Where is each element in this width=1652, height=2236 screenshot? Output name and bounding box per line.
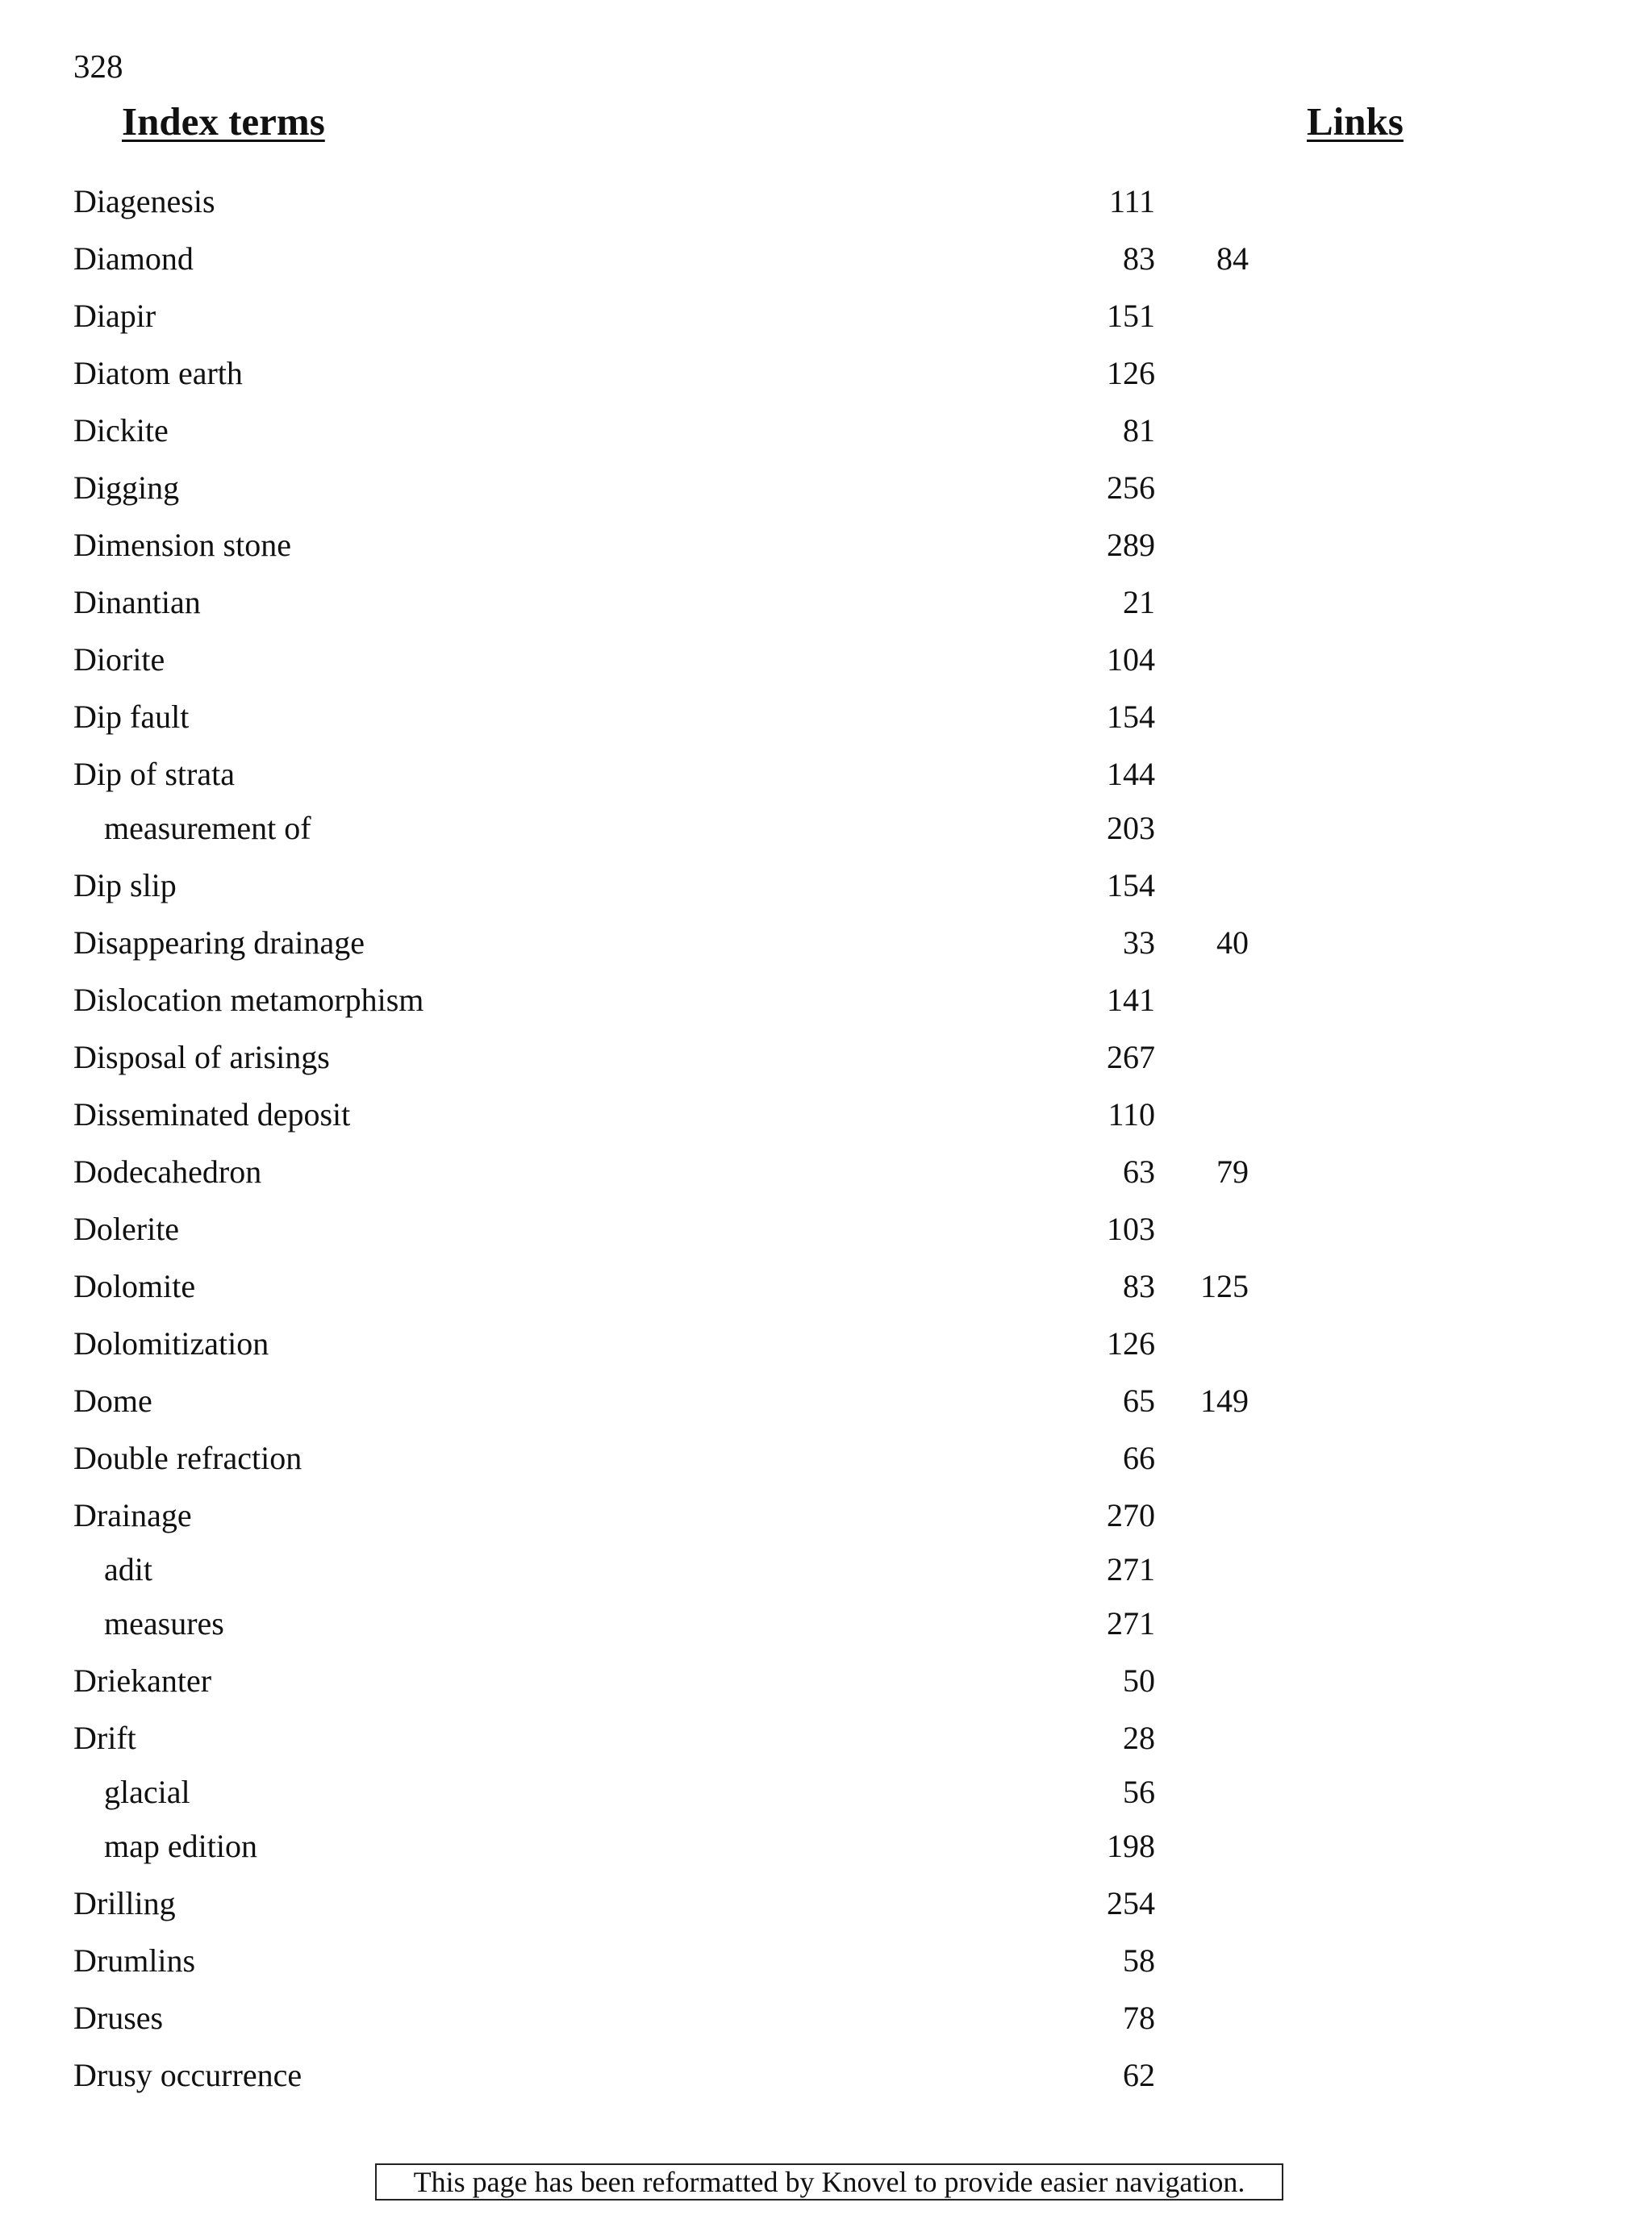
index-term: Disappearing drainage bbox=[73, 924, 365, 961]
index-term: map edition bbox=[104, 1828, 257, 1864]
page-link[interactable]: 103 bbox=[1107, 1211, 1155, 1247]
page-link[interactable]: 62 bbox=[1123, 2057, 1155, 2093]
index-entry bbox=[0, 752, 1652, 797]
index-term: Diatom earth bbox=[73, 355, 243, 391]
index-entry bbox=[0, 1092, 1652, 1137]
index-subentry bbox=[0, 806, 1652, 851]
index-subentry bbox=[0, 1824, 1652, 1869]
index-term: Drusy occurrence bbox=[73, 2057, 302, 2093]
index-term: Diagenesis bbox=[73, 183, 215, 219]
page-link[interactable]: 63 bbox=[1123, 1153, 1155, 1190]
page-link[interactable]: 50 bbox=[1123, 1662, 1155, 1699]
index-term: Dome bbox=[73, 1383, 152, 1419]
page-link[interactable]: 111 bbox=[1108, 183, 1155, 219]
page-link[interactable]: 56 bbox=[1123, 1774, 1155, 1810]
index-entry bbox=[0, 1379, 1652, 1424]
page-link[interactable]: 126 bbox=[1107, 1325, 1155, 1362]
index-subentry bbox=[0, 1770, 1652, 1815]
page-link[interactable]: 33 bbox=[1123, 924, 1155, 961]
index-entry bbox=[0, 1996, 1652, 2041]
page-link[interactable]: 65 bbox=[1123, 1383, 1155, 1419]
page-link[interactable]: 79 bbox=[1216, 1153, 1249, 1190]
page-link[interactable]: 66 bbox=[1123, 1440, 1155, 1476]
index-term: Dolomitization bbox=[73, 1325, 269, 1362]
index-term: Drift bbox=[73, 1720, 136, 1756]
index-term: Disposal of arisings bbox=[73, 1039, 330, 1075]
page-link[interactable]: 83 bbox=[1123, 1268, 1155, 1304]
index-entry bbox=[0, 1938, 1652, 1984]
page-link[interactable]: 126 bbox=[1107, 355, 1155, 391]
page-link[interactable]: 154 bbox=[1107, 867, 1155, 903]
index-entry bbox=[0, 351, 1652, 396]
links-header: Links bbox=[1307, 99, 1404, 144]
page-link[interactable]: 289 bbox=[1107, 527, 1155, 563]
index-entry bbox=[0, 465, 1652, 511]
index-term: measurement of bbox=[104, 810, 311, 846]
index-entry bbox=[0, 1264, 1652, 1309]
index-term: Disseminated deposit bbox=[73, 1096, 351, 1133]
index-entry bbox=[0, 978, 1652, 1023]
index-term: Drilling bbox=[73, 1885, 176, 1921]
index-term: Diamond bbox=[73, 240, 194, 277]
index-entry bbox=[0, 1658, 1652, 1704]
page-link[interactable]: 198 bbox=[1107, 1828, 1155, 1864]
index-subentry bbox=[0, 1601, 1652, 1646]
page-link[interactable]: 203 bbox=[1107, 810, 1155, 846]
index-entry bbox=[0, 580, 1652, 625]
index-term: measures bbox=[104, 1605, 224, 1642]
index-term: adit bbox=[104, 1551, 152, 1587]
index-entry bbox=[0, 408, 1652, 453]
index-term: Dip slip bbox=[73, 867, 177, 903]
page-link[interactable]: 144 bbox=[1107, 756, 1155, 792]
index-entry bbox=[0, 1321, 1652, 1366]
page-link[interactable]: 84 bbox=[1216, 240, 1249, 277]
index-entry bbox=[0, 1716, 1652, 1761]
page-link[interactable]: 104 bbox=[1107, 641, 1155, 678]
page-link[interactable]: 149 bbox=[1200, 1383, 1249, 1419]
page-link[interactable]: 58 bbox=[1123, 1942, 1155, 1979]
page-link[interactable]: 254 bbox=[1107, 1885, 1155, 1921]
index-term: Drainage bbox=[73, 1497, 192, 1533]
page-link[interactable]: 154 bbox=[1107, 699, 1155, 735]
index-term: Dodecahedron bbox=[73, 1153, 262, 1190]
index-entry bbox=[0, 1035, 1652, 1080]
index-term: Dislocation metamorphism bbox=[73, 982, 424, 1018]
index-term: Double refraction bbox=[73, 1440, 302, 1476]
index-term: glacial bbox=[104, 1774, 190, 1810]
index-term: Drumlins bbox=[73, 1942, 196, 1979]
index-term: Dip fault bbox=[73, 699, 190, 735]
index-term: Dimension stone bbox=[73, 527, 291, 563]
page-link[interactable]: 40 bbox=[1216, 924, 1249, 961]
page-link[interactable]: 28 bbox=[1123, 1720, 1155, 1756]
index-subentry bbox=[0, 1547, 1652, 1592]
index-entry bbox=[0, 1149, 1652, 1195]
index-entry bbox=[0, 920, 1652, 966]
index-entry bbox=[0, 294, 1652, 339]
page-link[interactable]: 271 bbox=[1107, 1551, 1155, 1587]
knovel-reformat-notice: This page has been reformatted by Knovel to provide easier navigation. bbox=[375, 2163, 1283, 2201]
page-link[interactable]: 125 bbox=[1200, 1268, 1249, 1304]
page-link[interactable]: 151 bbox=[1107, 298, 1155, 334]
page-link[interactable]: 270 bbox=[1107, 1497, 1155, 1533]
index-entry bbox=[0, 179, 1652, 224]
page-number: 328 bbox=[73, 48, 123, 85]
index-entry bbox=[0, 1493, 1652, 1538]
page-link[interactable]: 78 bbox=[1123, 2000, 1155, 2036]
page-link[interactable]: 267 bbox=[1107, 1039, 1155, 1075]
index-term: Dip of strata bbox=[73, 756, 235, 792]
page-link[interactable]: 256 bbox=[1107, 469, 1155, 506]
index-term: Dolomite bbox=[73, 1268, 196, 1304]
index-term: Dinantian bbox=[73, 584, 201, 620]
index-entry bbox=[0, 637, 1652, 682]
index-term: Digging bbox=[73, 469, 180, 506]
index-entry bbox=[0, 236, 1652, 282]
index-entry bbox=[0, 523, 1652, 568]
index-term: Druses bbox=[73, 2000, 164, 2036]
index-term: Dickite bbox=[73, 412, 169, 448]
index-entry bbox=[0, 863, 1652, 908]
index-term: Diapir bbox=[73, 298, 156, 334]
index-terms-header: Index terms bbox=[122, 99, 325, 144]
index-entry bbox=[0, 1207, 1652, 1252]
index-entry bbox=[0, 1436, 1652, 1481]
index-term: Driekanter bbox=[73, 1662, 212, 1699]
page-link[interactable]: 271 bbox=[1107, 1605, 1155, 1642]
index-entry bbox=[0, 2053, 1652, 2098]
index-entry bbox=[0, 1881, 1652, 1926]
index-term: Diorite bbox=[73, 641, 165, 678]
index-term: Dolerite bbox=[73, 1211, 180, 1247]
page-link[interactable]: 21 bbox=[1123, 584, 1155, 620]
page-link[interactable]: 81 bbox=[1123, 412, 1155, 448]
page-link[interactable]: 141 bbox=[1107, 982, 1155, 1018]
page-link[interactable]: 83 bbox=[1123, 240, 1155, 277]
page-link[interactable]: 110 bbox=[1108, 1096, 1155, 1133]
index-entry bbox=[0, 695, 1652, 740]
